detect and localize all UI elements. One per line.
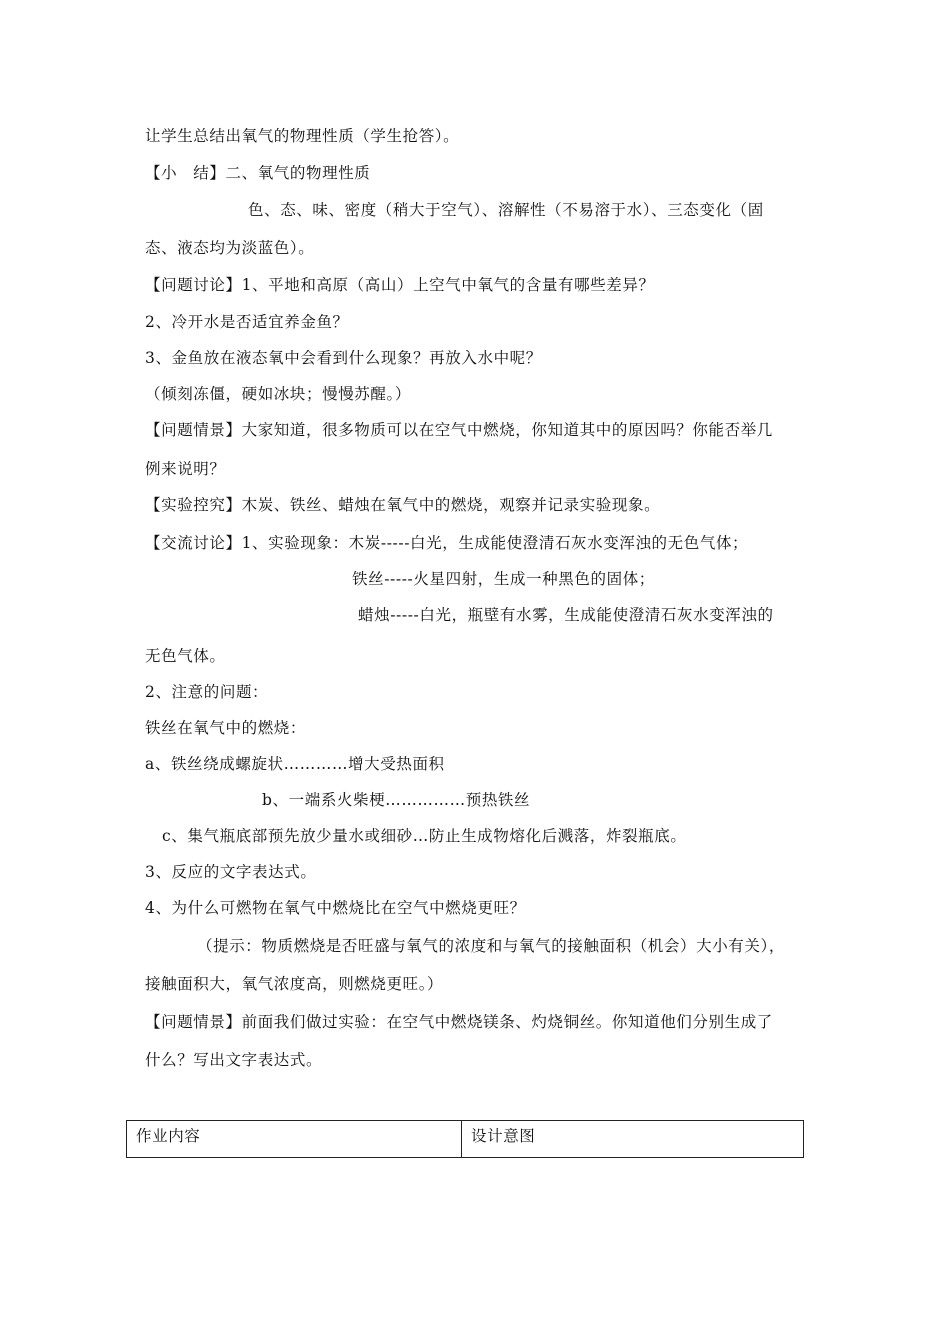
text-line: c、集气瓶底部预先放少量水或细砂…防止生成物熔化后溅落，炸裂瓶底。 <box>162 827 687 845</box>
text-line: 态、液态均为淡蓝色）。 <box>145 239 315 257</box>
text-line: 【实验控究】木炭、铁丝、蜡烛在氧气中的燃烧，观察并记录实验现象。 <box>145 496 661 514</box>
table-header-homework-content: 作业内容 <box>127 1121 462 1157</box>
text-line: 接触面积大，氧气浓度高，则燃烧更旺。） <box>145 975 444 993</box>
text-line: 3、金鱼放在液态氧中会看到什么现象？再放入水中呢？ <box>145 349 542 367</box>
text-line: 铁丝-----火星四射，生成一种黑色的固体； <box>352 570 655 588</box>
text-line: （倾刻冻僵，硬如冰块；慢慢苏醒。） <box>145 385 411 403</box>
text-line: 色、态、味、密度（稍大于空气）、溶解性（不易溶于水）、三态变化（固 <box>248 201 764 219</box>
text-line: 铁丝在氧气中的燃烧： <box>145 719 307 737</box>
text-line: a、铁丝绕成螺旋状…………增大受热面积 <box>145 755 445 773</box>
text-line: 蜡烛-----白光，瓶壁有水雾，生成能使澄清石灰水变浑浊的 <box>358 606 774 624</box>
text-line: 【交流讨论】1、实验现象：木炭-----白光，生成能使澄清石灰水变浑浊的无色气体； <box>145 534 749 552</box>
text-line: 2、冷开水是否适宜养金鱼？ <box>145 313 349 331</box>
text-line: 【问题情景】前面我们做过实验：在空气中燃烧镁条、灼烧铜丝。你知道他们分别生成了 <box>145 1013 773 1031</box>
text-line: 【问题情景】大家知道，很多物质可以在空气中燃烧，你知道其中的原因吗？你能否举几 <box>145 421 773 439</box>
text-line: b、一端系火柴梗……………预热铁丝 <box>262 791 531 809</box>
text-line: 让学生总结出氧气的物理性质（学生抢答）。 <box>145 127 460 145</box>
text-line: 例来说明？ <box>145 460 226 478</box>
homework-table <box>126 1120 804 1158</box>
text-line: 3、反应的文字表达式。 <box>145 863 317 881</box>
text-line: 什么？写出文字表达式。 <box>145 1051 323 1069</box>
text-line: 无色气体。 <box>145 647 226 665</box>
text-line: 【小 结】二、氧气的物理性质 <box>145 164 371 182</box>
text-line: 【问题讨论】1、平地和高原（高山）上空气中氧气的含量有哪些差异？ <box>145 276 655 294</box>
table-header-design-intent: 设计意图 <box>471 1127 536 1145</box>
text-line: （提示：物质燃烧是否旺盛与氧气的浓度和与氧气的接触面积（机会）大小有关）， <box>197 937 785 955</box>
text-line: 4、为什么可燃物在氧气中燃烧比在空气中燃烧更旺？ <box>145 899 526 917</box>
text-line: 2、注意的问题： <box>145 683 269 701</box>
